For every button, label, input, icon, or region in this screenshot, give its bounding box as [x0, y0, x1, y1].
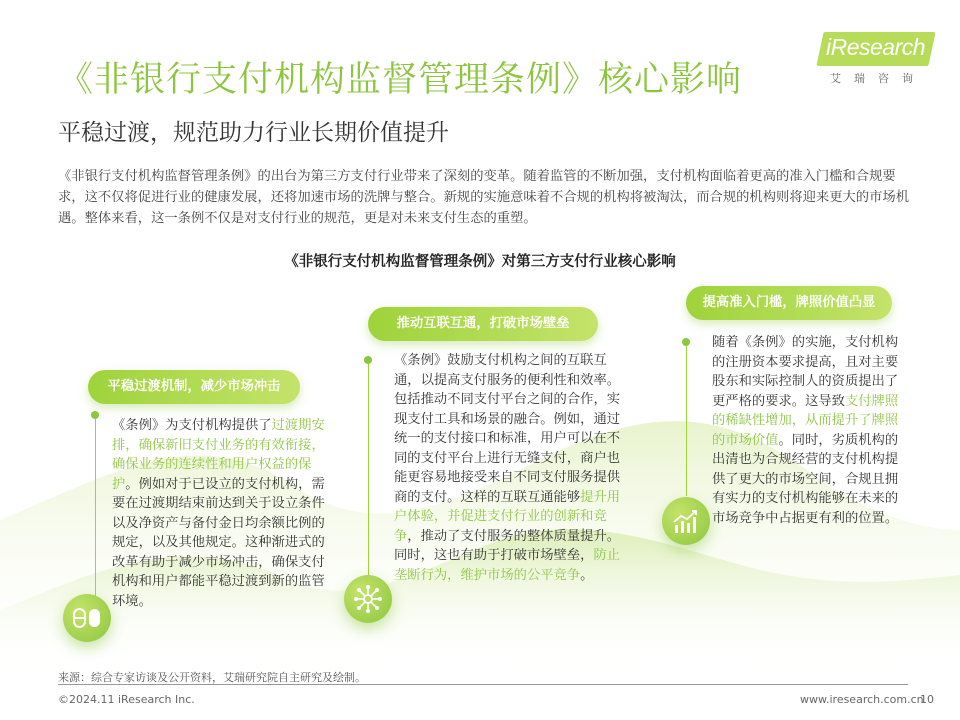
growth-chart-icon	[672, 508, 700, 534]
card-1-line	[95, 419, 97, 599]
capsule-icon	[73, 608, 101, 628]
network-icon	[353, 584, 383, 614]
card-2-dot	[364, 356, 372, 364]
card-1-dot	[91, 411, 99, 419]
card-3-icon-circle	[662, 497, 710, 545]
card-1-icon-circle	[63, 594, 111, 642]
card-2-line	[368, 364, 370, 576]
highlight-text: 防止垄断行为，维护市场的公平竞争	[394, 548, 621, 583]
page-number: 10	[920, 693, 934, 706]
chart-title: 《非银行支付机构监督管理条例》对第三方支付行业核心影响	[284, 254, 676, 270]
body-text: 《条例》为支付机构提供了	[112, 418, 272, 433]
card-1-text	[112, 416, 328, 611]
highlight-text: 支付牌照的稀缺性增加，从而提升了牌照的市场价值	[712, 393, 899, 448]
highlight-text: 提升用户体验，并促进支付行业的创新和竞争	[394, 489, 621, 544]
source-note: 来源：综合专家访谈及公开资料，艾瑞研究院自主研究及绘制。	[58, 671, 366, 684]
highlight-text: 过渡期安排，确保新旧支付业务的有效衔接，确保业务的连续性和用户权益的保护	[112, 418, 325, 492]
copyright: ©2024.11 iResearch Inc.	[58, 693, 195, 706]
body-text: 。	[580, 567, 594, 583]
card-1-label: 平稳过渡机制，减少市场冲击	[88, 370, 300, 404]
page-subtitle: 平稳过渡，规范助力行业长期价值提升	[58, 120, 449, 146]
website-link[interactable]: www.iresearch.com.cn	[800, 693, 924, 706]
card-2-label: 推动互联互通，打破市场壁垒	[368, 307, 598, 341]
logo-text: iResearch	[826, 34, 926, 60]
iresearch-logo	[820, 30, 935, 90]
card-3-text	[712, 333, 904, 528]
card-2-text	[394, 351, 628, 585]
card-3-line	[686, 346, 688, 496]
body-text: 《条例》鼓励支付机构之间的互联互通，以提高支付服务的便利性和效率。包括推动不同支付平台之间的合作，实现支付工具和场景的融合。例如，通过统一的支付接口和标准，用户可以在不同的支付平台上进行无缝支付，商户也能更容易地接受来自不同支付服务提供商的支付。这样的互联互通能够	[394, 353, 621, 505]
card-3-dot	[682, 338, 690, 346]
body-text: 随着《条例》的实施，支付机构的注册资本要求提高，且对主要股东和实际控制人的资质提出了更严格的要求。这导致	[712, 335, 899, 409]
card-2-icon-circle	[344, 575, 392, 623]
body-text: 。例如对于已设立的支付机构，需要在过渡期结束前达到关于设立条件以及净资产与备付金日均余额比例的规定，以及其他规定。这种渐进式的改革有助于减少市场冲击，确保支付机构和用户都能平稳过渡到新的监管环境。	[112, 476, 325, 609]
footer-divider	[58, 684, 908, 685]
body-text: ，推动了支付服务的整体质量提升。同时，这也有助于打破市场壁垒，	[394, 528, 621, 563]
card-3-label: 提高准入门槛，牌照价值凸显	[686, 286, 892, 320]
body-text: 。同时，劣质机构的出清也为合规经营的支付机构提供了更大的市场空间，合规且拥有实力的支付机构能够在未来的市场竞争中占据更有利的位置。	[712, 432, 899, 526]
intro-paragraph: 《非银行支付机构监督管理条例》的出台为第三方支付行业带来了深刻的变革。随着监管的不断加强，支付机构面临着更高的准入门槛和合规要求，这不仅将促进行业的健康发展，还将加速市场的洗牌与整合。新规的实施意味着不合规的机构将被淘汰，而合规的机构则将迎来更大的市场机遇。整体来看，这一条例不仅是对支付行业的规范，更是对未来支付生态的重塑。	[58, 169, 909, 226]
page-title: 《非银行支付机构监督管理条例》核心影响	[58, 60, 743, 100]
logo-subtext: 艾瑞咨询	[830, 72, 926, 85]
